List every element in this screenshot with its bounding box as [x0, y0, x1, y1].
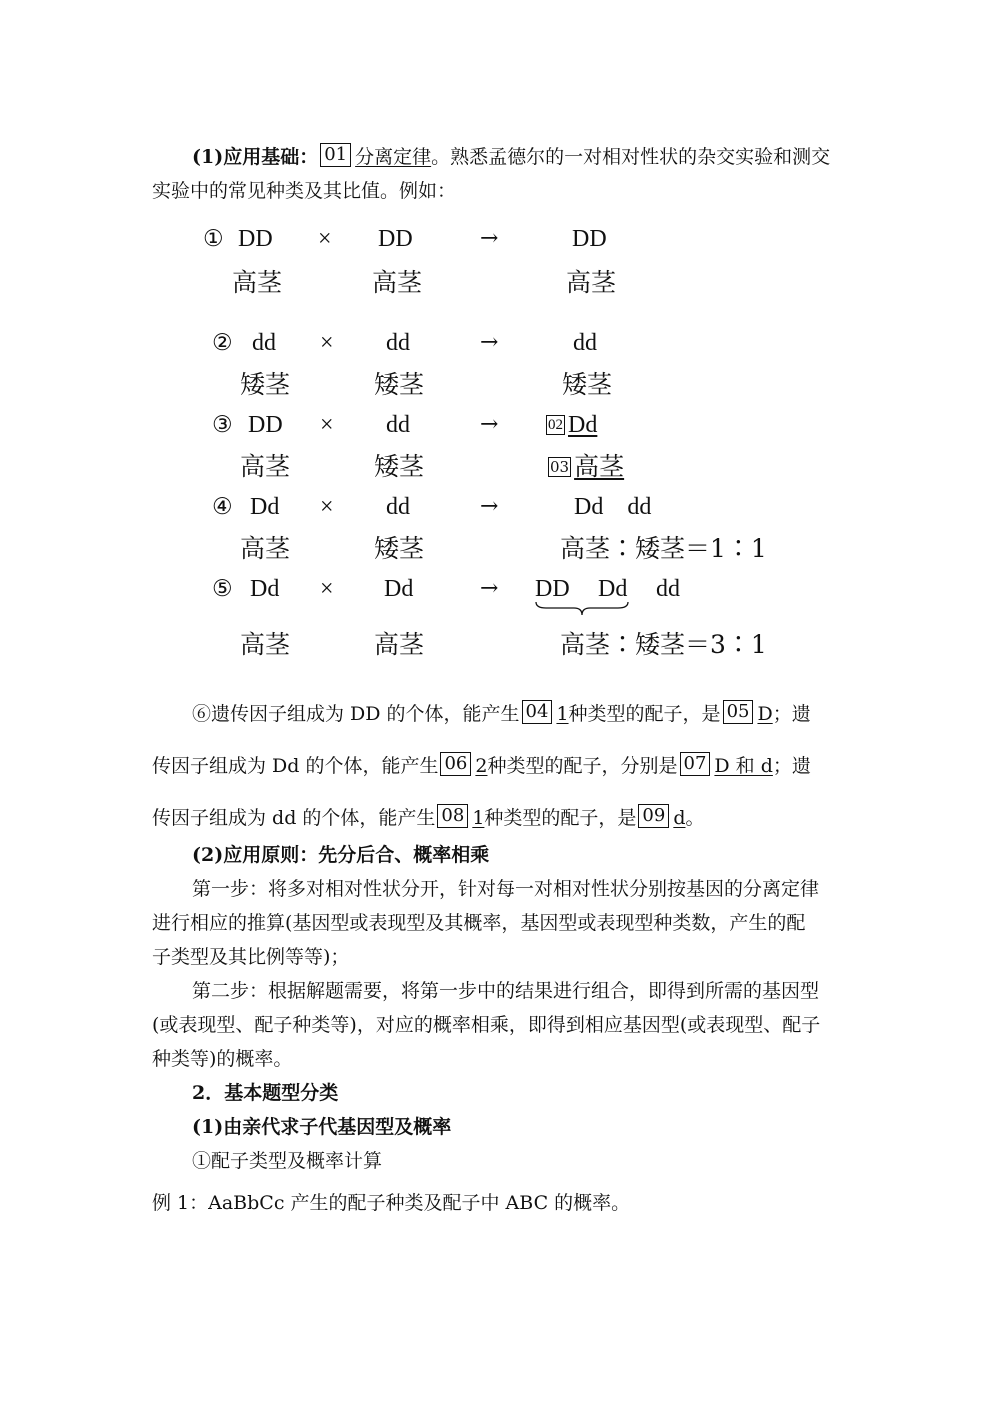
answer-05: D: [757, 703, 773, 725]
parent-1-genotype: DD: [238, 226, 273, 252]
cross-number: ②: [212, 330, 233, 356]
para6-text: ⑥遗传因子组成为 DD 的个体，能产生: [192, 703, 520, 725]
parent-1-genotype: Dd: [250, 576, 280, 602]
offspring-phenotype-line: [548, 452, 624, 482]
intro-line-2: [152, 178, 852, 204]
intro-text-1: 。熟悉孟德尔的一对相对性状的杂交实验和测交: [431, 146, 831, 168]
cross-number: ⑤: [212, 576, 233, 602]
times-sign: ×: [320, 412, 334, 438]
answer-box-08: 08: [437, 804, 468, 828]
answer-01: 分离定律: [355, 146, 432, 168]
parent-2-phenotype: 矮茎: [374, 534, 425, 563]
answer-box-07: 07: [680, 752, 711, 776]
para6-text: 传因子组成为 dd 的个体，能产生: [152, 807, 436, 829]
offspring-genotype: dd: [573, 330, 597, 356]
parent-2-genotype: dd: [386, 412, 410, 438]
answer-06: 2: [475, 755, 488, 777]
para6-text: 。: [685, 807, 705, 829]
answer-08: 1: [472, 807, 485, 829]
brace-icon: [534, 600, 630, 618]
offspring-phenotype: 高茎: [566, 268, 617, 297]
times-sign: ×: [320, 494, 334, 520]
times-sign: ×: [320, 330, 334, 356]
step2-line-2: (或表现型、配子种类等)，对应的概率相乘，即得到相应基因型(或表现型、配子: [152, 1014, 821, 1036]
parent-2-genotype: DD: [378, 226, 413, 252]
parent-1-phenotype: 矮茎: [240, 370, 291, 399]
cross-number: ④: [212, 494, 233, 520]
parent-1-phenotype: 高茎: [240, 630, 291, 659]
answer-09: d: [673, 807, 686, 829]
offspring-phenotype: 高茎∶矮茎＝1∶1: [560, 534, 767, 563]
para6-line-3: [152, 804, 852, 831]
parent-2-phenotype: 高茎: [372, 268, 423, 297]
parent-1-genotype: DD: [248, 412, 283, 438]
parent-2-genotype: dd: [386, 330, 410, 356]
answer-box-03: 03: [550, 458, 570, 476]
para6-line-2: [152, 752, 852, 779]
cross-number: ③: [212, 412, 233, 438]
para6-line-1: [192, 700, 852, 727]
offspring-genotype-line: [546, 410, 597, 440]
step1-line-2: 进行相应的推算(基因型或表现型及其概率，基因型或表现型种类数，产生的配: [152, 912, 806, 934]
offspring-genotype-dd-lower: dd: [656, 576, 680, 602]
offspring-genotype: Dd dd: [574, 494, 652, 520]
step1-line-1: 第一步：将多对相对性状分开，针对每一对相对性状分别按基因的分离定律: [192, 878, 820, 900]
arrow-icon: →: [480, 412, 499, 437]
parent-1-genotype: dd: [252, 330, 276, 356]
step2-line-3: 种类等)的概率。: [152, 1048, 293, 1070]
answer-box-09: 09: [638, 804, 669, 828]
step2-line-1: 第二步：根据解题需要，将第一步中的结果进行组合，即得到所需的基因型: [192, 980, 820, 1002]
parent-2-genotype: Dd: [384, 576, 414, 602]
parent-2-phenotype: 高茎: [374, 630, 425, 659]
arrow-icon: →: [480, 494, 499, 519]
offspring-phenotype: 高茎∶矮茎＝3∶1: [560, 630, 767, 659]
para6-text: 种类型的配子，是: [484, 807, 637, 829]
offspring-phenotype: 矮茎: [562, 370, 613, 399]
section-2-subsubtitle: ①配子类型及概率计算: [192, 1150, 383, 1172]
answer-04: 1: [556, 703, 569, 725]
parent-2-phenotype: 矮茎: [374, 452, 425, 481]
section-2-title: 2．基本题型分类: [192, 1082, 339, 1104]
offspring-genotype-dd-hetero: Dd: [598, 576, 628, 602]
section-2-subtitle: (1)由亲代求子代基因型及概率: [192, 1116, 452, 1138]
parent-1-phenotype: 高茎: [240, 452, 291, 481]
arrow-icon: →: [480, 576, 499, 601]
cross-number: ①: [203, 226, 224, 252]
para6-text: 种类型的配子，是: [568, 703, 721, 725]
offspring-genotype-dd-upper: DD: [535, 576, 570, 602]
offspring-genotype: DD: [572, 226, 607, 252]
parent-1-phenotype: 高茎: [232, 268, 283, 297]
answer-box-01: 01: [320, 143, 351, 167]
intro-text-2: 实验中的常见种类及其比值。例如：: [152, 180, 457, 202]
para6-text: ；遗: [772, 703, 811, 725]
parent-1-genotype: Dd: [250, 494, 280, 520]
parent-2-genotype: dd: [386, 494, 410, 520]
principle-title: (2)应用原则：先分后合、概率相乘: [192, 844, 490, 866]
arrow-icon: →: [480, 226, 499, 251]
parent-1-phenotype: 高茎: [240, 534, 291, 563]
answer-03: 高茎: [574, 452, 625, 481]
parent-2-phenotype: 矮茎: [374, 370, 425, 399]
answer-02: Dd: [568, 412, 598, 438]
intro-line-1: [192, 143, 892, 170]
intro-label: (1)应用基础：: [192, 146, 319, 168]
step1-line-3: 子类型及其比例等等)；: [152, 946, 350, 968]
times-sign: ×: [318, 226, 332, 252]
times-sign: ×: [320, 576, 334, 602]
answer-box-04: 04: [522, 700, 553, 724]
answer-box-05: 05: [723, 700, 754, 724]
answer-07: D 和 d: [714, 755, 773, 777]
answer-box-06: 06: [440, 752, 471, 776]
example-1: 例 1：AaBbCc 产生的配子种类及配子中 ABC 的概率。: [152, 1192, 631, 1214]
para6-text: 种类型的配子，分别是: [487, 755, 678, 777]
para6-text: ；遗: [772, 755, 811, 777]
arrow-icon: →: [480, 330, 499, 355]
answer-box-02: 02: [548, 417, 563, 433]
para6-text: 传因子组成为 Dd 的个体，能产生: [152, 755, 439, 777]
